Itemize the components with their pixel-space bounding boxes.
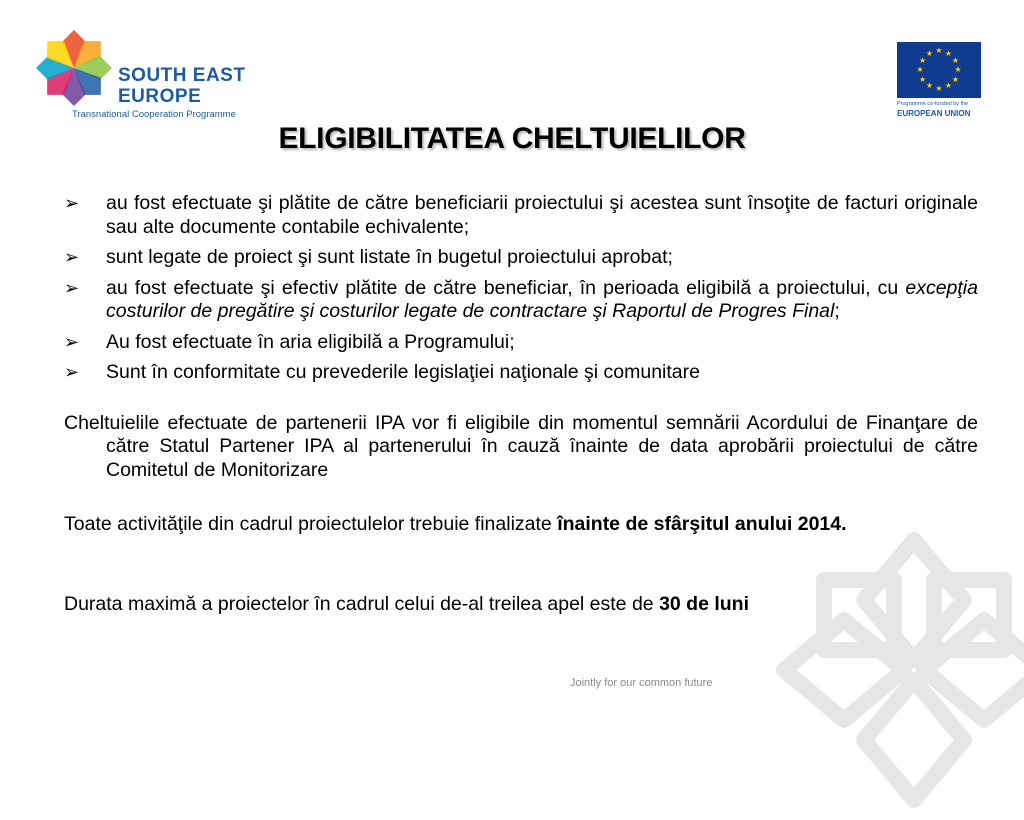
bullet-text: Sunt în conformitate cu prevederile legislaţiei naţionale şi comunitare (106, 361, 700, 383)
eu-logo (894, 42, 986, 122)
duration-bold-text: 30 de luni (659, 592, 750, 615)
eu-star-icon: ★ (916, 65, 924, 74)
page-title: ELIGIBILITATEA CHELTUIELILOR (278, 122, 746, 155)
eu-star-icon: ★ (935, 84, 943, 93)
logo-line-2: EUROPE (118, 86, 202, 107)
flower-logo-icon (34, 28, 114, 108)
eu-star-icon: ★ (925, 81, 934, 91)
slide-content (64, 192, 978, 616)
eu-star-icon: ★ (935, 46, 943, 55)
bullet-text-pre: au fost efectuate şi efectiv plătite de către beneficiar, în perioada eligibilă a proiectului, cu (106, 276, 906, 299)
bullet-text-post: ; (834, 300, 840, 322)
eu-star-icon: ★ (918, 55, 927, 65)
eu-star-icon: ★ (944, 48, 953, 58)
eu-star-icon: ★ (951, 74, 960, 84)
eu-cofunded-text: Programme co-funded by the (897, 101, 969, 107)
ipa-paragraph: Cheltuielile efectuate de partenerii IPA vor fi eligibile din momentul semnării Acordului de Finanţare de către Statul Partener IPA al partenerului în cauză înainte de data aprobării proiectului de către Comitetul de Monitorizare (64, 411, 978, 481)
deadline-paragraph (64, 513, 978, 537)
list-item (64, 331, 978, 355)
eu-star-icon: ★ (954, 65, 962, 74)
eu-star-icon: ★ (951, 55, 960, 65)
bullet-text: au fost efectuate şi plătite de către beneficiarii proiectului şi acestea sunt însoţite de facturi originale sau alte documente contabile echivalente; (106, 192, 978, 238)
arrow-bullet-icon: ➢ (64, 193, 80, 213)
arrow-bullet-icon: ➢ (64, 277, 80, 298)
eu-star-icon: ★ (925, 48, 934, 58)
logo-line-3: Transnational Cooperation Programme (72, 109, 236, 120)
south-east-europe-logo (34, 28, 274, 120)
tagline: Jointly for our common future (570, 677, 713, 689)
bullet-text: Au fost efectuate în aria eligibilă a Programului; (106, 330, 515, 353)
list-item (64, 361, 978, 385)
eu-star-icon: ★ (918, 74, 927, 84)
arrow-bullet-icon: ➢ (64, 362, 80, 382)
list-item (64, 192, 978, 239)
eu-star-icon: ★ (944, 81, 953, 91)
duration-paragraph (64, 593, 978, 617)
bullet-text: sunt legate de proiect şi sunt listate în bugetul proiectului aprobat; (106, 246, 673, 268)
deadline-text: Toate activităţile din cadrul proiectulelor trebuie finalizate (64, 513, 558, 535)
bullet-list (64, 192, 978, 385)
eu-name-text: EUROPEAN UNION (897, 109, 971, 118)
duration-text: Durata maximă a proiectelor în cadrul celui de-al treilea apel este de (64, 592, 660, 615)
logo-line-1: SOUTH EAST (118, 65, 246, 86)
eu-flag-icon (897, 42, 981, 98)
list-item (64, 246, 978, 270)
list-item (64, 277, 978, 324)
arrow-bullet-icon: ➢ (64, 331, 80, 352)
deadline-bold-text: înainte de sfârşitul anului 2014. (557, 513, 847, 535)
arrow-bullet-icon: ➢ (64, 247, 80, 267)
bullet-text-italic: excepţia costurilor de pregătire şi costurilor legate de contractare şi Raportul de Progres Final (106, 276, 978, 322)
